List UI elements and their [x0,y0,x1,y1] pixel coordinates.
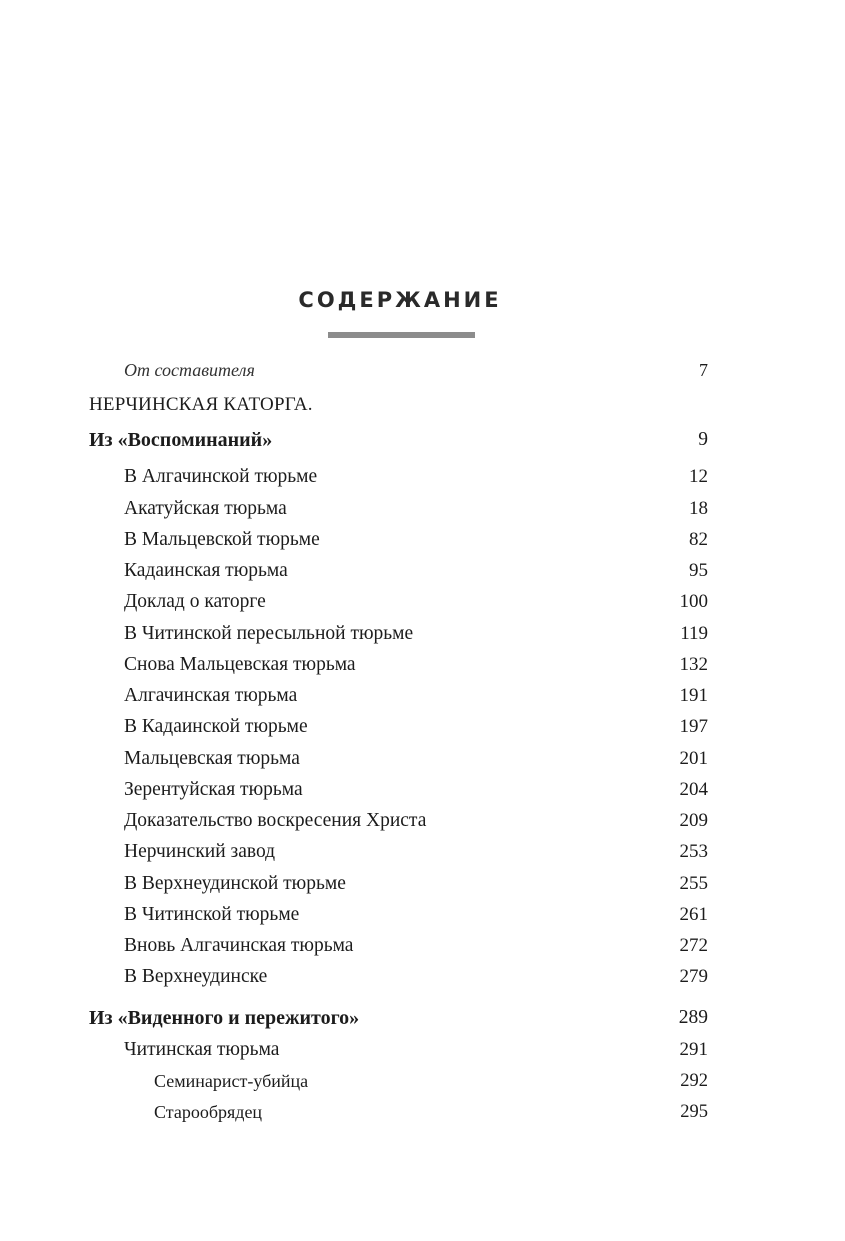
toc-entry[interactable] [0,714,845,740]
toc-entry-label: Мальцевская тюрьма [124,748,300,769]
toc-subentry[interactable] [0,1099,845,1125]
toc-entry[interactable] [0,746,845,772]
toc-subentry[interactable] [0,1068,845,1094]
toc-entry-label: Вновь Алгачинская тюрьма [124,935,354,956]
toc-entry-label: Читинская тюрьма [124,1039,280,1060]
toc-entry-page: 255 [679,873,708,894]
toc-entry-page: 119 [680,623,708,644]
toc-entry-label: В Мальцевской тюрьме [124,529,320,550]
toc-entry-label: Акатуйская тюрьма [124,498,287,519]
toc-entry-label: Из «Виденного и пережитого» [89,1007,360,1029]
toc-entry[interactable] [0,933,845,959]
toc-entry[interactable] [0,621,845,647]
toc-entry[interactable] [0,902,845,928]
toc-entry-page: 12 [689,466,708,487]
toc-entry-page: 132 [679,654,708,675]
toc-entry-page: 253 [679,841,708,862]
toc-entry[interactable] [0,527,845,553]
toc-entry[interactable] [0,558,845,584]
toc-entry-label: Алгачинская тюрьма [124,685,298,706]
toc-entry-page: 291 [679,1039,708,1060]
toc-entry-page: 201 [679,748,708,769]
toc-section-memoirs[interactable] [0,427,845,453]
toc-entry[interactable] [0,496,845,522]
toc-entry-page: 95 [689,560,708,581]
toc-entry-page: 204 [679,779,708,800]
toc-entry-label: Снова Мальцевская тюрьма [124,654,356,675]
title-underline [328,332,475,338]
toc-entry-page: 279 [679,966,708,987]
toc-entry-label: Нерчинский завод [124,841,276,862]
toc-entry[interactable] [0,964,845,990]
toc-entry-label: Кадаинская тюрьма [124,560,288,581]
toc-entry[interactable] [0,1037,845,1063]
toc-entry-page: 82 [689,529,708,550]
toc-entry-page: 272 [679,935,708,956]
toc-entry-page: 197 [679,716,708,737]
toc-entry-label: В Верхнеудинске [124,966,268,987]
toc-entry-page: 7 [699,360,708,380]
toc-entry-label: Зерентуйская тюрьма [124,779,303,800]
toc-entry[interactable] [0,683,845,709]
toc-entry-page: 100 [679,591,708,612]
toc-entry-label: Доказательство воскресения Христа [124,810,427,831]
toc-entry-label: В Алгачинской тюрьме [124,466,318,487]
toc-entry-page: 209 [679,810,708,831]
toc-entry-page: 261 [679,904,708,925]
toc-entry-page: 18 [689,498,708,519]
toc-entry[interactable] [0,839,845,865]
toc-entry-page: 9 [698,429,708,450]
toc-entry-label: В Верхнеудинской тюрьме [124,873,346,894]
toc-entry-label: Доклад о каторге [124,591,266,612]
toc-entry[interactable] [0,589,845,615]
page-title: СОДЕРЖАНИЕ [298,288,502,312]
toc-entry-page: 292 [680,1071,708,1091]
toc-entry[interactable] [0,652,845,678]
toc-entry-label: В Кадаинской тюрьме [124,716,308,737]
toc-entry-label: Старообрядец [154,1102,263,1122]
toc-entry-page: 295 [680,1102,708,1122]
toc-entry-from-compiler[interactable] [0,357,845,383]
toc-entry-page: 289 [678,1007,708,1028]
toc-entry-label: В Читинской тюрьме [124,904,300,925]
toc-entry-label: Семинарист-убийца [154,1071,309,1091]
toc-part-heading [0,392,845,418]
toc-entry[interactable] [0,871,845,897]
toc-entry-page: 191 [679,685,708,706]
toc-entry[interactable] [0,777,845,803]
toc-entry[interactable] [0,808,845,834]
toc-part-label: НЕРЧИНСКАЯ КАТОРГА. [89,394,313,415]
toc-entry-label: В Читинской пересыльной тюрьме [124,623,414,644]
toc-entry[interactable] [0,464,845,490]
toc-entry-label: Из «Воспоминаний» [89,429,273,451]
toc-entry-label: От составителя [124,360,255,380]
toc-section-seen-and-lived[interactable] [0,1005,845,1031]
